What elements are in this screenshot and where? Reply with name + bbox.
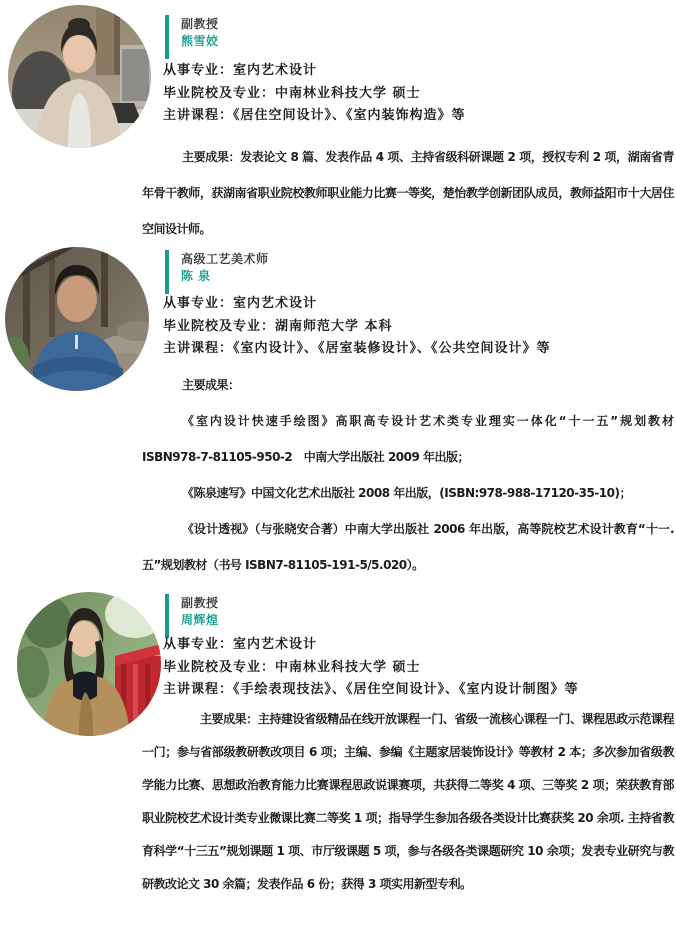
field-courses: 主讲课程：《居住空间设计》、《室内装饰构造》等 <box>163 108 466 123</box>
teacher-header <box>165 250 269 294</box>
achievement-paragraph: 《陈泉速写》中国文化艺术出版社 2008 年出版，(ISBN:978-988-17120-35-10)； <box>182 486 631 500</box>
teacher-name: 陈 泉 <box>181 269 211 283</box>
field-major: 从事专业：室内艺术设计 <box>163 296 318 311</box>
achievement-paragraph: 《室内设计快速手绘图》高职高专设计艺术类专业理实一体化“十一五”规划教材 <box>182 414 674 428</box>
field-major: 从事专业：室内艺术设计 <box>163 63 318 78</box>
field-education: 毕业院校及专业：中南林业科技大学 硕士 <box>163 659 421 675</box>
teacher-name: 周辉煌 <box>181 613 219 627</box>
office-portrait-illustration <box>8 5 151 148</box>
teacher-photo-zhouhuihuang <box>17 592 161 736</box>
outdoor-portrait-illustration <box>5 247 149 391</box>
teacher-achievements <box>142 703 674 901</box>
teacher-title: 副教授 <box>181 17 219 31</box>
teacher-details <box>163 293 551 361</box>
teacher-details <box>163 60 466 128</box>
teacher-header <box>165 15 219 59</box>
field-courses: 主讲课程：《手绘表现技法》、《居住空间设计》、《室内设计制图》等 <box>163 682 579 697</box>
field-major: 从事专业：室内艺术设计 <box>163 637 318 652</box>
teacher-title: 副教授 <box>181 596 219 610</box>
accent-bar <box>165 594 169 638</box>
teacher-details <box>163 634 579 702</box>
accent-bar <box>165 15 169 59</box>
teacher-title: 高级工艺美术师 <box>181 252 269 266</box>
outdoor-portrait-illustration <box>17 592 161 736</box>
achievement-paragraph: ISBN978-7-81105-950-2 中南大学出版社 2009 年出版； <box>142 450 470 464</box>
accent-bar <box>165 250 169 294</box>
achievement-heading: 主要成果： <box>182 378 240 392</box>
teacher-photo-chenquan <box>5 247 149 391</box>
teacher-achievements <box>142 139 674 247</box>
achievement-paragraph: 《设计透视》（与张晓安合著）中南大学出版社 2006 年出版，高等院校艺术设计教育“十一.五”规划教材（书号 ISBN7-81105-191-5/5.020）。 <box>142 522 674 572</box>
teacher-name: 熊雪姣 <box>181 34 219 48</box>
field-courses: 主讲课程：《室内设计》、《居室装修设计》、《公共空间设计》等 <box>163 341 551 356</box>
achievement-paragraph: 主要成果：发表论文 8 篇、发表作品 4 项、主持省级科研课题 2 项，授权专利 2 项，湖南省青年骨干教师，获湖南省职业院校教师职业能力比赛一等奖，楚怡教学创新团队成员，教师益阳市十大居住空间设计师。 <box>142 150 674 236</box>
field-education: 毕业院校及专业：中南林业科技大学 硕士 <box>163 85 421 101</box>
field-education: 毕业院校及专业：湖南师范大学 本科 <box>163 318 393 334</box>
teacher-header <box>165 594 219 638</box>
teacher-photo-xiongxuejiao <box>8 5 151 148</box>
achievement-paragraph: 主要成果：主持建设省级精品在线开放课程一门、省级一流核心课程一门、课程思政示范课程一门；参与省部级教研教改项目 6 项；主编、参编《主题家居装饰设计》等教材 2 本；多次参加省级教学能力比赛、思想政治教育能力比赛课程思政说课赛项，共获得二等奖 4 项、三等奖 2 项；荣获教育部职业院校艺术设计类专业微课比赛二等奖 1 项；指导学生参加各级各类设计比赛获奖 20 余项. 主持省教育科学“十三五”规划课题 1 项、市厅级课题 5 项，参与各级各类课题研究 10 余项；发表专业研究与教研教改论文 30 余篇；发表作品 6 份；获得 3 项实用新型专利。 <box>142 712 674 891</box>
teacher-achievements <box>142 367 674 583</box>
